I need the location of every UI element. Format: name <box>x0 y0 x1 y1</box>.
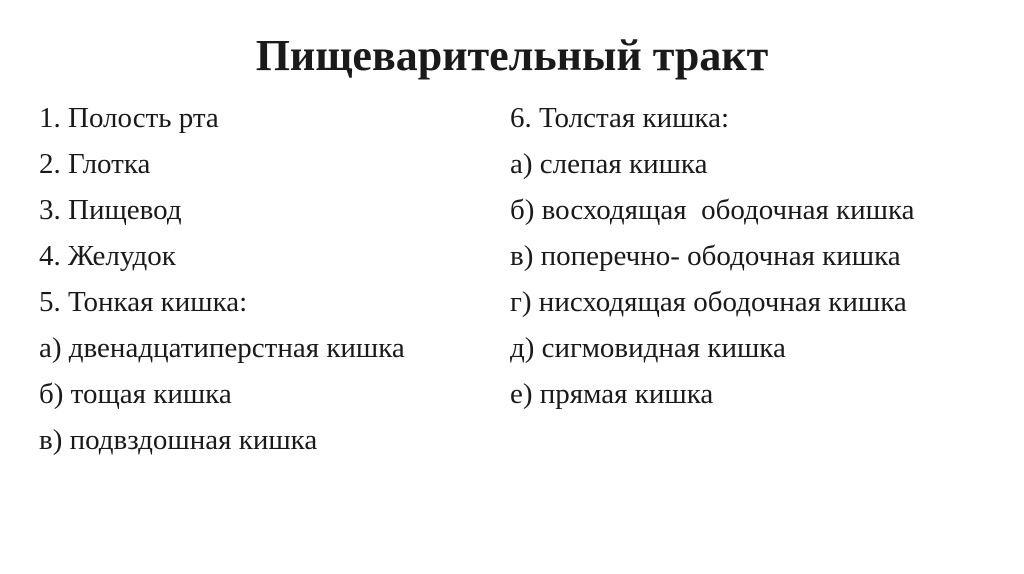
list-item: г) нисходящая ободочная кишка <box>510 286 907 318</box>
left-column-list <box>39 95 479 463</box>
list-item: е) прямая кишка <box>510 378 714 410</box>
list-item: б) тощая кишка <box>39 378 232 410</box>
list-item: 5. Тонкая кишка: <box>39 286 248 318</box>
list-item: б) восходящая ободочная кишка <box>510 194 915 226</box>
list-item: а) двенадцатиперстная кишка <box>39 332 405 364</box>
list-item: 1. Полость рта <box>39 102 219 134</box>
list-item: 6. Толстая кишка: <box>510 102 730 134</box>
slide-title: Пищеварительный тракт <box>255 31 769 80</box>
list-item: в) поперечно- ободочная кишка <box>510 240 901 272</box>
list-item: а) слепая кишка <box>510 148 708 180</box>
list-item: 3. Пищевод <box>39 194 182 226</box>
right-column-list <box>510 95 1010 417</box>
list-item: 4. Желудок <box>39 240 176 272</box>
list-item: в) подвздошная кишка <box>39 424 318 456</box>
list-item: д) сигмовидная кишка <box>510 332 786 364</box>
list-item: 2. Глотка <box>39 148 151 180</box>
